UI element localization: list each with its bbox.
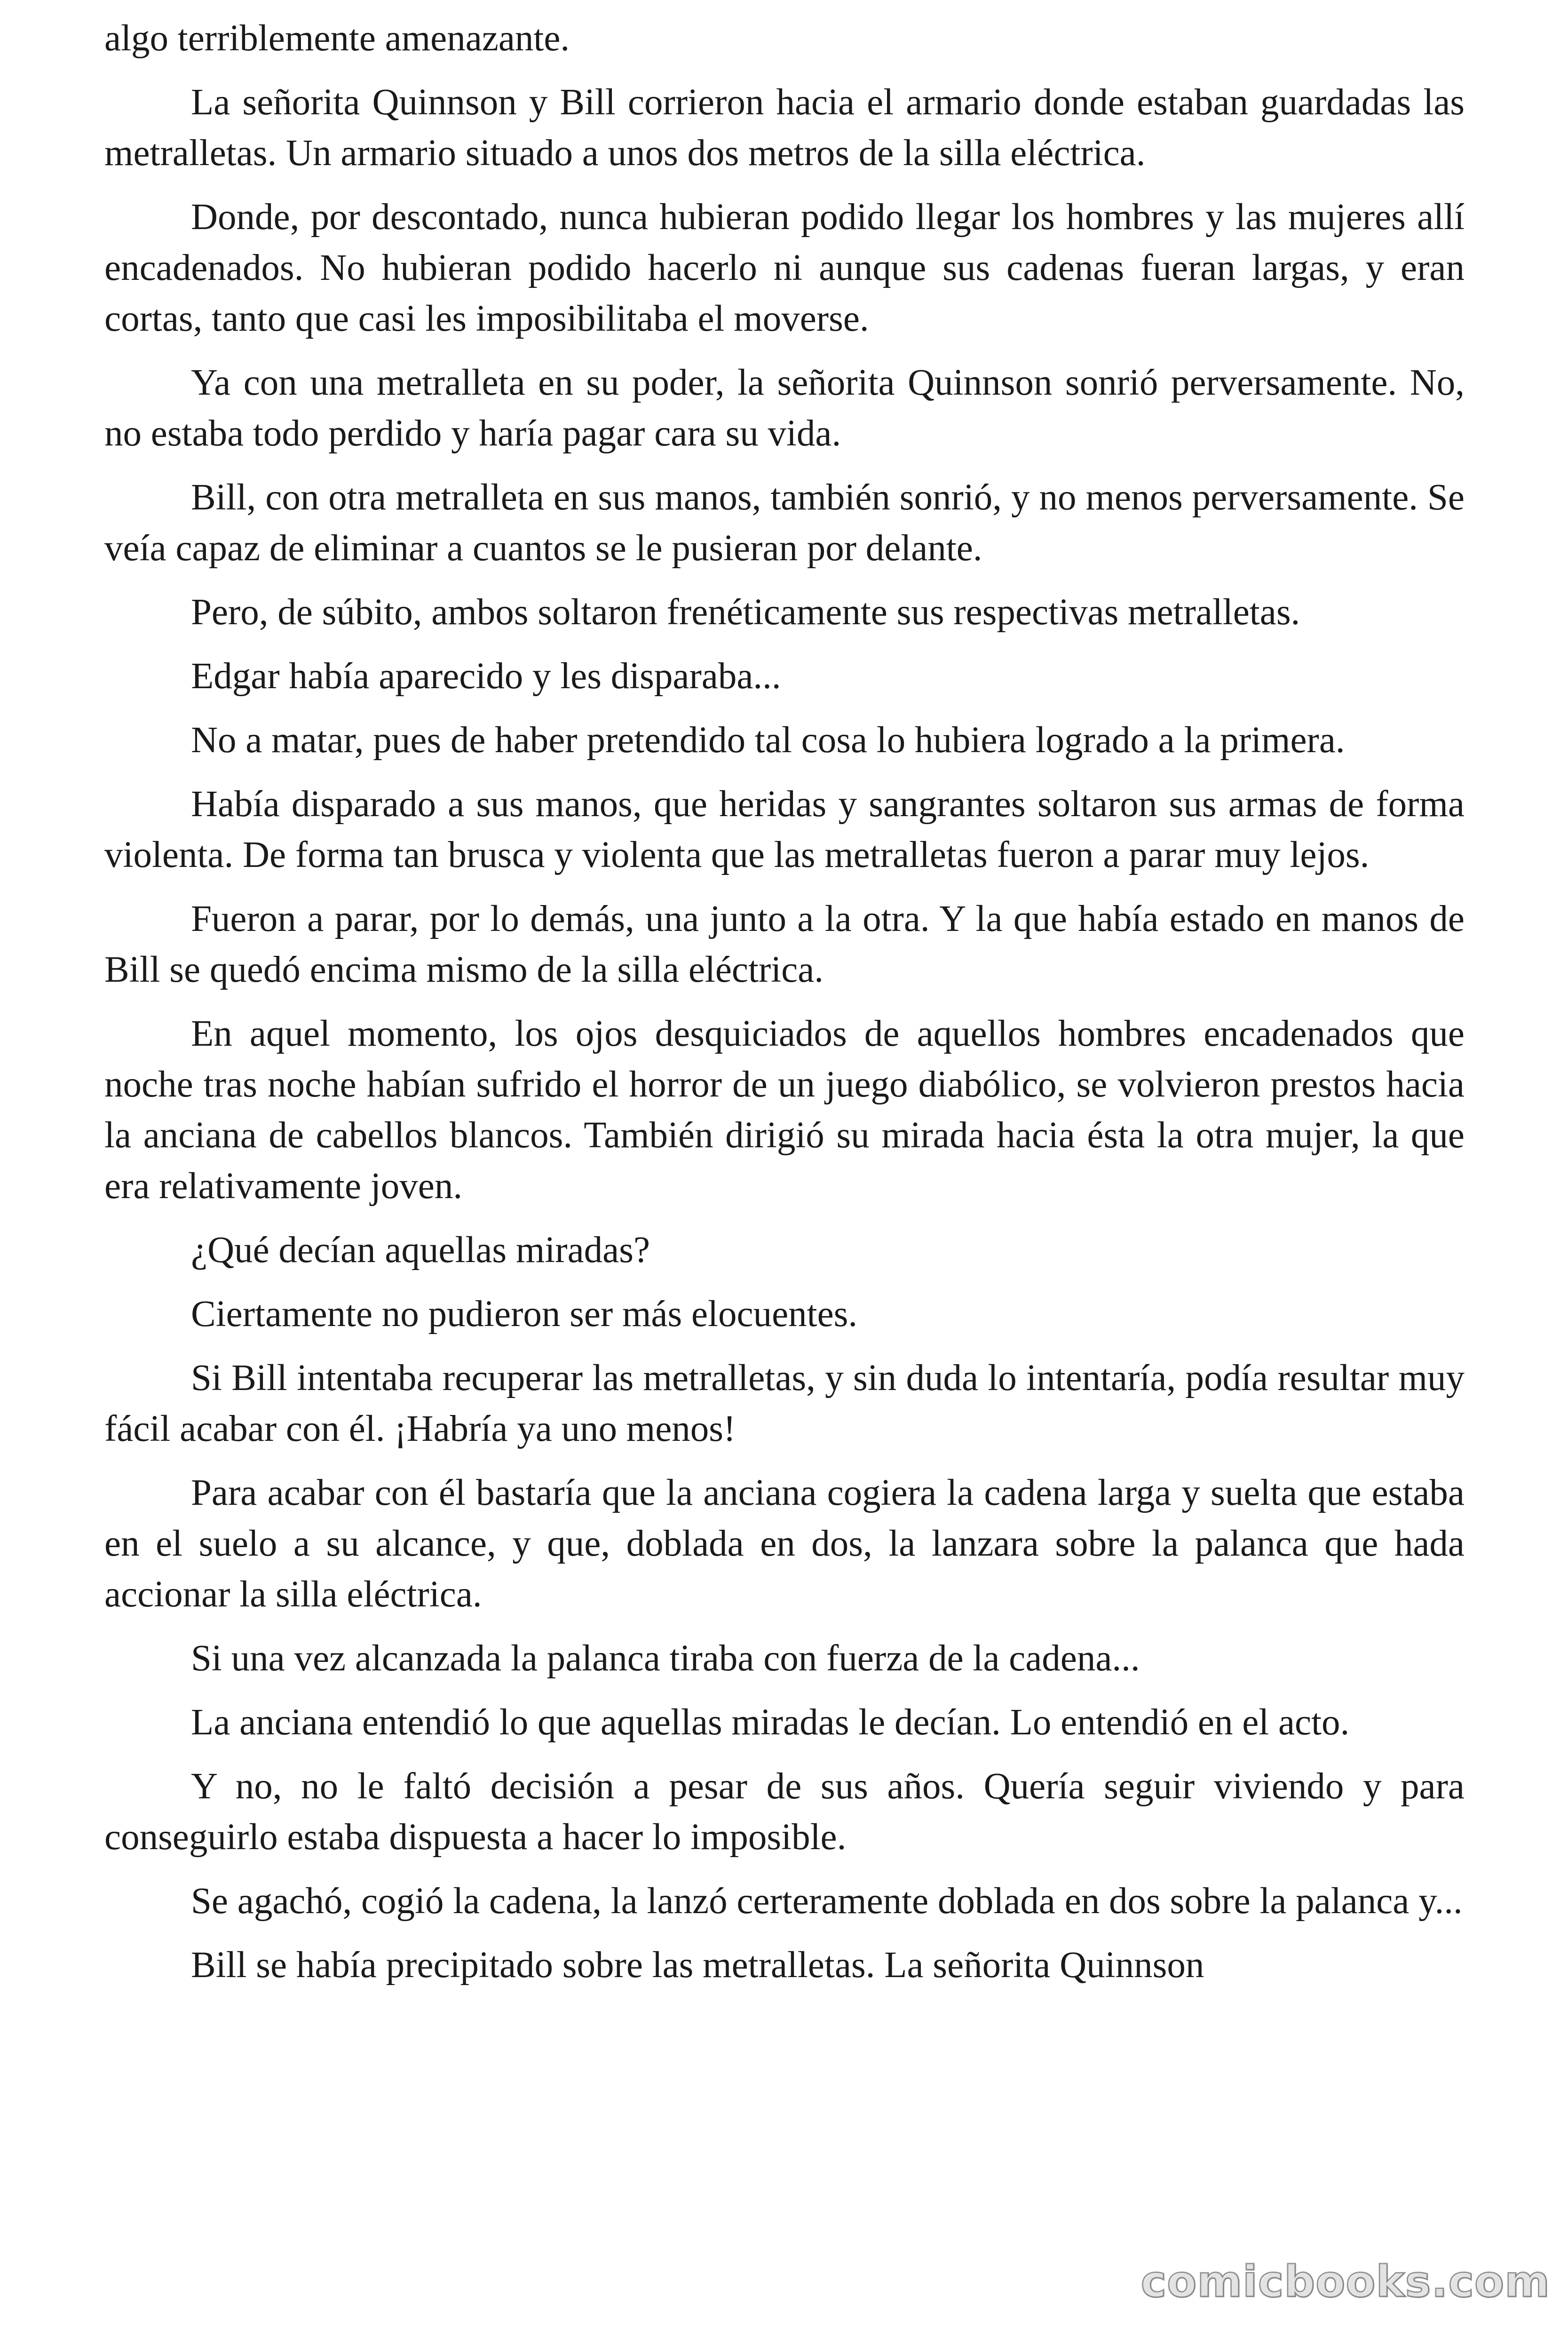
paragraph: En aquel momento, los ojos desquiciados de aquellos hombres encadenados que noche tras noche habían sufrido el horror de un juego diabólico, se volvieron prestos hacia la anciana de cabellos blancos. También dirigió su mirada hacia ésta la otra mujer, la que era relativamente joven. [104,1013,1465,1207]
paragraph: algo terriblemente amenazante. [104,18,570,59]
paragraph: Para acabar con él bastaría que la anciana cogiera la cadena larga y suelta que estaba en el suelo a su alcance, y que, doblada en dos, la lanzara sobre la palanca que hada accionar la silla eléctrica. [104,1472,1465,1615]
watermark: comicbooks.com [1140,2257,1550,2307]
paragraph: Ya con una metralleta en su poder, la señorita Quinnson sonrió perversamente. No, no estaba todo perdido y haría pagar cara su vida. [104,362,1465,454]
paragraph: La anciana entendió lo que aquellas miradas le decían. Lo entendió en el acto. [191,1702,1350,1743]
paragraph: Donde, por descontado, nunca hubieran podido llegar los hombres y las mujeres allí encadenados. No hubieran podido hacerlo ni aunque sus cadenas fueran largas, y eran cortas, tanto que casi les imposibilitaba el moverse. [104,197,1465,339]
paragraph: La señorita Quinnson y Bill corrieron hacia el armario donde estaban guardadas las metralletas. Un armario situado a unos dos metros de la silla eléctrica. [104,82,1465,174]
paragraph: No a matar, pues de haber pretendido tal cosa lo hubiera logrado a la primera. [191,720,1345,761]
paragraph: Edgar había aparecido y les disparaba... [191,656,781,697]
paragraph: Si una vez alcanzada la palanca tiraba con fuerza de la cadena... [191,1638,1140,1679]
paragraph: Y no, no le faltó decisión a pesar de sus años. Quería seguir viviendo y para conseguirlo estaba dispuesta a hacer lo imposible. [104,1766,1465,1858]
paragraph: Había disparado a sus manos, que heridas y sangrantes soltaron sus armas de forma violenta. De forma tan brusca y violenta que las metralletas fueron a parar muy lejos. [104,784,1465,875]
paragraph: Ciertamente no pudieron ser más elocuentes. [191,1294,858,1335]
paragraph: Se agachó, cogió la cadena, la lanzó certeramente doblada en dos sobre la palanca y... [191,1881,1463,1922]
paragraph: Fueron a parar, por lo demás, una junto a la otra. Y la que había estado en manos de Bill se quedó encima mismo de la silla eléctrica. [104,898,1465,990]
page-text [104,13,1465,2004]
paragraph: ¿Qué decían aquellas miradas? [191,1230,650,1271]
paragraph: Pero, de súbito, ambos soltaron frenéticamente sus respectivas metralletas. [191,592,1300,633]
paragraph: Bill, con otra metralleta en sus manos, también sonrió, y no menos perversamente. Se veía capaz de eliminar a cuantos se le pusieran por delante. [104,477,1465,569]
paragraph: Si Bill intentaba recuperar las metralletas, y sin duda lo intentaría, podía resultar muy fácil acabar con él. ¡Habría ya uno menos! [104,1358,1465,1449]
paragraph: Bill se había precipitado sobre las metralletas. La señorita Quinnson [191,1945,1204,1986]
